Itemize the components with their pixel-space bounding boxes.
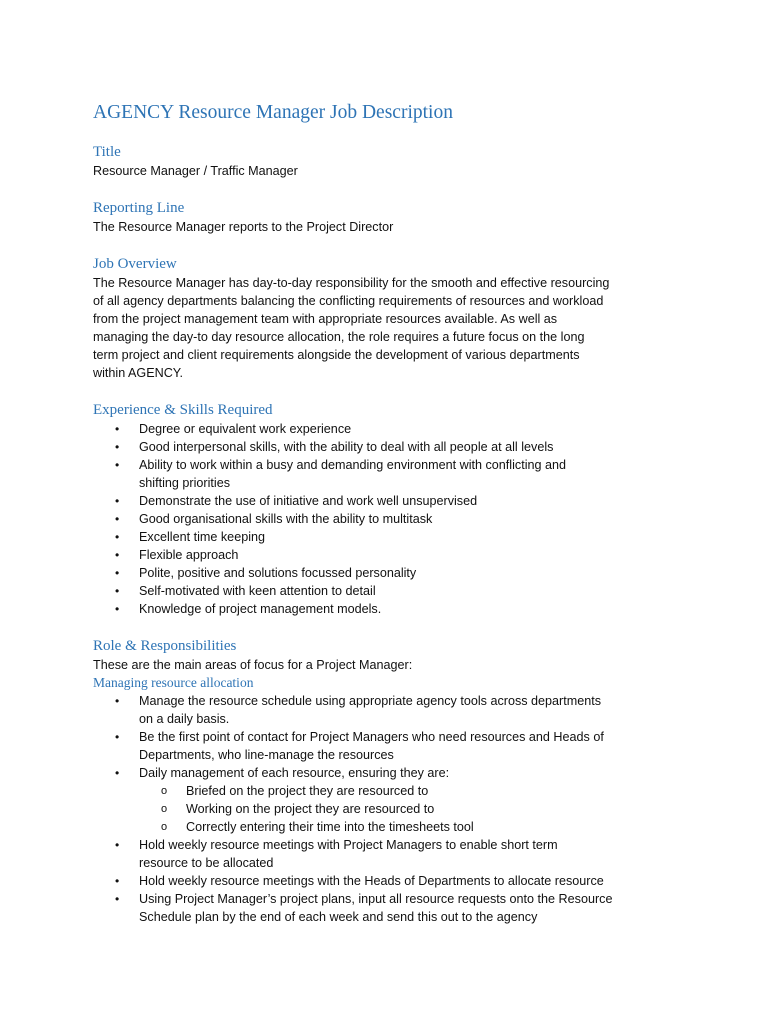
sub-list-item: o Working on the project they are resourced to <box>161 802 435 816</box>
bullet-icon: • <box>115 530 120 544</box>
list-item: • Demonstrate the use of initiative and work well unsupervised <box>115 494 478 508</box>
list-item: • Hold weekly resource meetings with Project Managers to enable short term <box>115 838 558 852</box>
roles-intro: These are the main areas of focus for a Project Manager: <box>93 658 413 672</box>
bullet-icon: • <box>115 440 120 454</box>
list-item-continuation: shifting priorities <box>139 476 230 490</box>
roles-sub-list <box>93 782 693 836</box>
job-overview-line: The Resource Manager has day-to-day responsibility for the smooth and effective resourcing <box>93 276 610 290</box>
list-item: • Good interpersonal skills, with the ability to deal with all people at all levels <box>115 440 554 454</box>
list-item: • Hold weekly resource meetings with the Heads of Departments to allocate resource <box>115 874 604 888</box>
list-item: • Daily management of each resource, ensuring they are: <box>115 766 450 780</box>
bullet-icon: • <box>115 494 120 508</box>
title-text: Resource Manager / Traffic Manager <box>93 164 298 178</box>
list-item-continuation: Departments, who line-manage the resources <box>139 748 394 762</box>
circle-bullet-icon: o <box>161 821 168 833</box>
list-item-continuation: on a daily basis. <box>139 712 230 726</box>
section-roles <box>93 636 693 926</box>
list-item: • Polite, positive and solutions focussed personality <box>115 566 417 580</box>
list-item: • Manage the resource schedule using appropriate agency tools across departments <box>115 694 602 708</box>
section-experience <box>93 400 693 618</box>
bullet-icon: • <box>115 512 120 526</box>
section-job-overview <box>93 254 693 382</box>
section-heading-experience: Experience & Skills Required <box>93 402 273 418</box>
bullet-icon: • <box>115 766 120 780</box>
experience-list <box>93 420 693 618</box>
list-item-continuation: resource to be allocated <box>139 856 274 870</box>
bullet-icon: • <box>115 458 120 472</box>
bullet-icon: • <box>115 838 120 852</box>
list-item: • Degree or equivalent work experience <box>115 422 352 436</box>
sub-list-item: o Correctly entering their time into the timesheets tool <box>161 820 474 834</box>
list-item: • Ability to work within a busy and demanding environment with conflicting and <box>115 458 567 472</box>
job-overview-line: from the project management team with appropriate resources available. As well as <box>93 312 558 326</box>
list-item: • Self-motivated with keen attention to detail <box>115 584 376 598</box>
bullet-icon: • <box>115 602 120 616</box>
section-title <box>93 142 693 180</box>
circle-bullet-icon: o <box>161 803 168 815</box>
bullet-icon: • <box>115 584 120 598</box>
list-item: • Excellent time keeping <box>115 530 266 544</box>
roles-list-continued <box>93 836 693 926</box>
bullet-icon: • <box>115 694 120 708</box>
bullet-icon: • <box>115 566 120 580</box>
bullet-icon: • <box>115 730 120 744</box>
section-reporting-line <box>93 198 693 236</box>
subheading-managing-resource-allocation: Managing resource allocation <box>93 675 254 690</box>
section-heading-job-overview: Job Overview <box>93 256 177 272</box>
job-overview-line: of all agency departments balancing the conflicting requirements of resources and workload <box>93 294 604 308</box>
list-item: • Flexible approach <box>115 548 239 562</box>
section-heading-roles: Role & Responsibilities <box>93 638 237 654</box>
job-overview-line: managing the day-to day resource allocation, the role requires a future focus on the long <box>93 330 585 344</box>
list-item: • Be the first point of contact for Project Managers who need resources and Heads of <box>115 730 604 744</box>
job-overview-line: term project and client requirements alongside the development of various departments <box>93 348 580 362</box>
document-content <box>93 100 693 944</box>
job-overview-line: within AGENCY. <box>93 366 184 380</box>
bullet-icon: • <box>115 548 120 562</box>
section-heading-title: Title <box>93 144 121 160</box>
list-item: • Using Project Manager’s project plans, input all resource requests onto the Resource <box>115 892 613 906</box>
circle-bullet-icon: o <box>161 785 168 797</box>
document-title: AGENCY Resource Manager Job Description <box>93 102 453 123</box>
section-heading-reporting-line: Reporting Line <box>93 200 185 216</box>
list-item-continuation: Schedule plan by the end of each week and send this out to the agency <box>139 910 538 924</box>
list-item: • Knowledge of project management models. <box>115 602 382 616</box>
bullet-icon: • <box>115 892 120 906</box>
bullet-icon: • <box>115 874 120 888</box>
bullet-icon: • <box>115 422 120 436</box>
list-item: • Good organisational skills with the ability to multitask <box>115 512 433 526</box>
roles-list <box>93 692 693 782</box>
reporting-line-text: The Resource Manager reports to the Project Director <box>93 220 394 234</box>
sub-list-item: o Briefed on the project they are resourced to <box>161 784 429 798</box>
